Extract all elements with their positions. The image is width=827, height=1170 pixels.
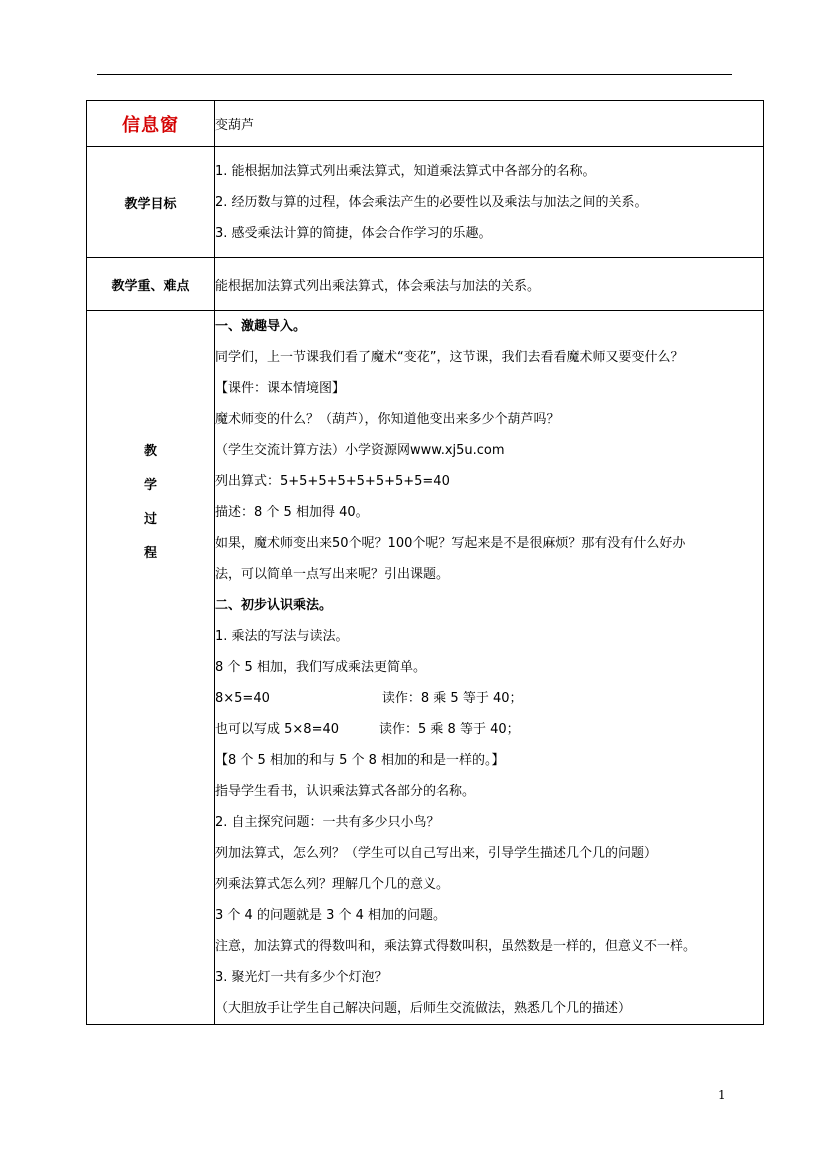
process-line: 描述：8 个 5 相加得 40。 bbox=[215, 505, 369, 520]
key-points-label: 教学重、难点 bbox=[87, 258, 215, 311]
goal-item: 2. 经历数与算的过程，体会乘法产生的必要性以及乘法与加法之间的关系。 bbox=[215, 194, 648, 210]
teaching-process-content bbox=[215, 311, 764, 1025]
teaching-goals-label: 教学目标 bbox=[87, 147, 215, 258]
goal-item: 3. 感受乘法计算的简捷，体会合作学习的乐趣。 bbox=[215, 225, 492, 241]
process-line: 【8 个 5 相加的和与 5 个 8 相加的和是一样的。】 bbox=[215, 753, 505, 768]
process-line: 1. 乘法的写法与读法。 bbox=[215, 629, 349, 644]
process-line: （大胆放手让学生自己解决问题，后师生交流做法，熟悉几个几的描述） bbox=[215, 1001, 632, 1016]
process-line: 列出算式：5+5+5+5+5+5+5+5=40 bbox=[215, 474, 450, 489]
process-line: 如果，魔术师变出来50个呢？100个呢？写起来是不是很麻烦？那有没有什么好办 bbox=[215, 536, 686, 551]
process-line: 注意，加法算式的得数叫和，乘法算式得数叫积，虽然数是一样的，但意义不一样。 bbox=[215, 939, 697, 954]
process-label-char: 程 bbox=[143, 546, 157, 561]
row-key-points bbox=[87, 258, 764, 311]
process-line bbox=[215, 714, 763, 745]
equation: 也可以写成 5×8=40 bbox=[215, 722, 340, 737]
lesson-plan-table bbox=[86, 100, 764, 1025]
lesson-title: 变葫芦 bbox=[215, 101, 764, 147]
process-label-char: 过 bbox=[143, 512, 157, 527]
process-line: 魔术师变的什么？（葫芦），你知道他变出来多少个葫芦吗？ bbox=[215, 412, 560, 427]
header-rule bbox=[97, 74, 732, 75]
process-line: 列乘法算式怎么列？理解几个几的意义。 bbox=[215, 877, 450, 892]
info-window-label: 信息窗 bbox=[87, 101, 215, 147]
process-line bbox=[215, 683, 763, 714]
row-info-window bbox=[87, 101, 764, 147]
reading: 读作：5 乘 8 等于 40； bbox=[379, 722, 520, 737]
teaching-process-label bbox=[87, 311, 215, 1025]
key-points-content: 能根据加法算式列出乘法算式，体会乘法与加法的关系。 bbox=[215, 258, 764, 311]
process-line: 2. 自主探究问题：一共有多少只小鸟？ bbox=[215, 815, 440, 830]
page-number: 1 bbox=[718, 1088, 726, 1102]
process-line: 3 个 4 的问题就是 3 个 4 相加的问题。 bbox=[215, 908, 447, 923]
row-teaching-process bbox=[87, 311, 764, 1025]
goal-item: 1. 能根据加法算式列出乘法算式，知道乘法算式中各部分的名称。 bbox=[215, 163, 596, 179]
process-line: （学生交流计算方法）小学资源网www.xj5u.com bbox=[215, 443, 505, 458]
section-heading: 一、激趣导入。 bbox=[215, 319, 307, 334]
process-line: 指导学生看书，认识乘法算式各部分的名称。 bbox=[215, 784, 476, 799]
teaching-goals-content bbox=[215, 147, 764, 258]
equation: 8×5=40 bbox=[215, 691, 270, 706]
process-line: 【课件：课本情境图】 bbox=[215, 381, 346, 396]
row-teaching-goals bbox=[87, 147, 764, 258]
process-line: 同学们，上一节课我们看了魔术“变花”，这节课，我们去看看魔术师又要变什么？ bbox=[215, 350, 684, 365]
reading: 读作：8 乘 5 等于 40； bbox=[381, 691, 523, 706]
process-label-char: 教 bbox=[143, 444, 157, 459]
process-label-char: 学 bbox=[143, 478, 157, 493]
section-heading: 二、初步认识乘法。 bbox=[215, 598, 333, 613]
process-line: 法，可以简单一点写出来呢？引出课题。 bbox=[215, 567, 450, 582]
process-line: 3. 聚光灯一共有多少个灯泡？ bbox=[215, 970, 388, 985]
process-line: 8 个 5 相加，我们写成乘法更简单。 bbox=[215, 660, 426, 675]
process-line: 列加法算式，怎么列？（学生可以自己写出来，引导学生描述几个几的问题） bbox=[215, 846, 658, 861]
